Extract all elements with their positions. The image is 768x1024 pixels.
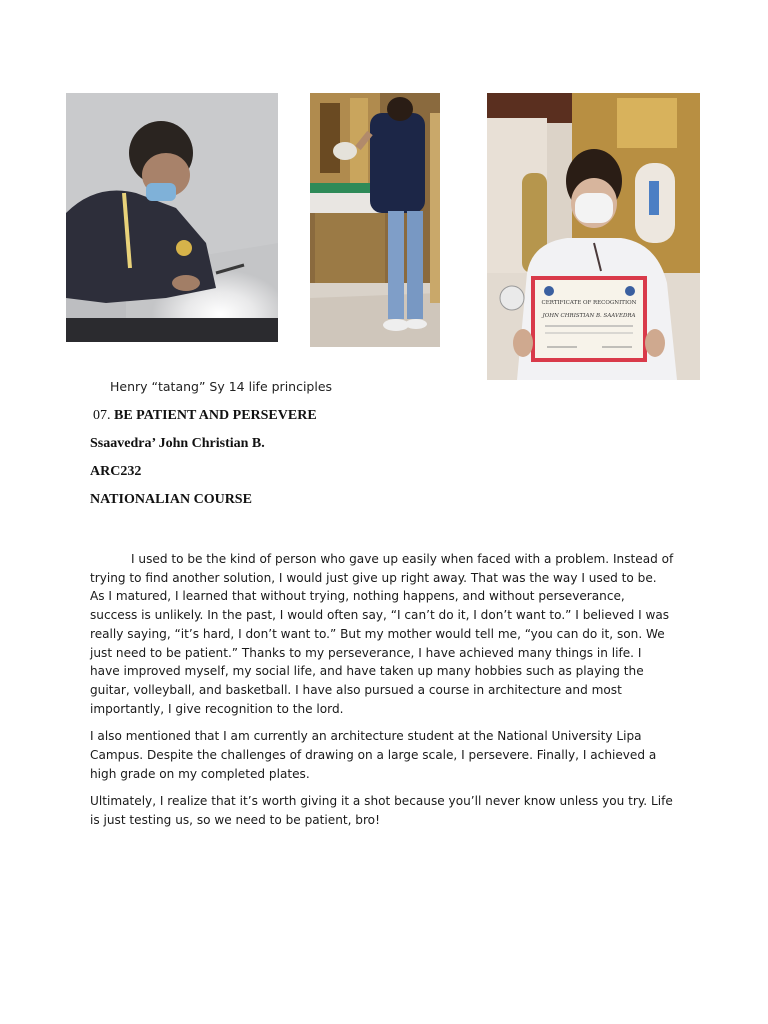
essay-body	[90, 550, 674, 839]
essay-paragraph: Ultimately, I realize that it’s worth giving it a shot because you’ll never know unless you try. Life is just testing us, so we need to be patient, bro!	[90, 794, 673, 828]
principle-number: 07.	[93, 408, 111, 423]
caption: Henry “tatang” Sy 14 life principles	[110, 379, 333, 394]
certificate-recipient: JOHN CHRISTIAN B. SAAVEDRA	[542, 313, 636, 319]
principle-title: BE PATIENT AND PERSEVERE	[114, 408, 317, 423]
essay-paragraph: I also mentioned that I am currently an architecture student at the National University Lipa Campus. Despite the challenges of drawing on a large scale, I persevere. Finally, I achieved a high grade on my completed plates.	[90, 729, 657, 781]
photo-altar	[310, 93, 440, 347]
principle-heading	[93, 408, 317, 424]
photo-certificate	[487, 93, 700, 380]
section-code: ARC232	[90, 464, 142, 479]
course-name: NATIONALIAN COURSE	[90, 492, 252, 507]
photo-student-drawing	[66, 93, 278, 342]
author-name: Ssaavedra’ John Christian B.	[90, 436, 265, 451]
essay-paragraph: I used to be the kind of person who gave up easily when faced with a problem. Instead of trying to find another solution, I would just give up right away. That was the way I used to be. As I matured, I learned that without trying, nothing happens, and without perseverance, success is unlikely. In the past, I would often say, “I can’t do it, I don’t want to.” I believed I was really saying, “it’s hard, I don’t want to.” But my mother would tell me, “you can do it, son. We just need to be patient.” Thanks to my perseverance, I have achieved many things in life. I have improved myself, my social life, and have taken up many hobbies such as playing the guitar, volleyball, and basketball. I have also pursued a course in architecture and most importantly, I give recognition to the lord.	[90, 552, 674, 716]
certificate-title: CERTIFICATE OF RECOGNITION	[541, 300, 637, 306]
